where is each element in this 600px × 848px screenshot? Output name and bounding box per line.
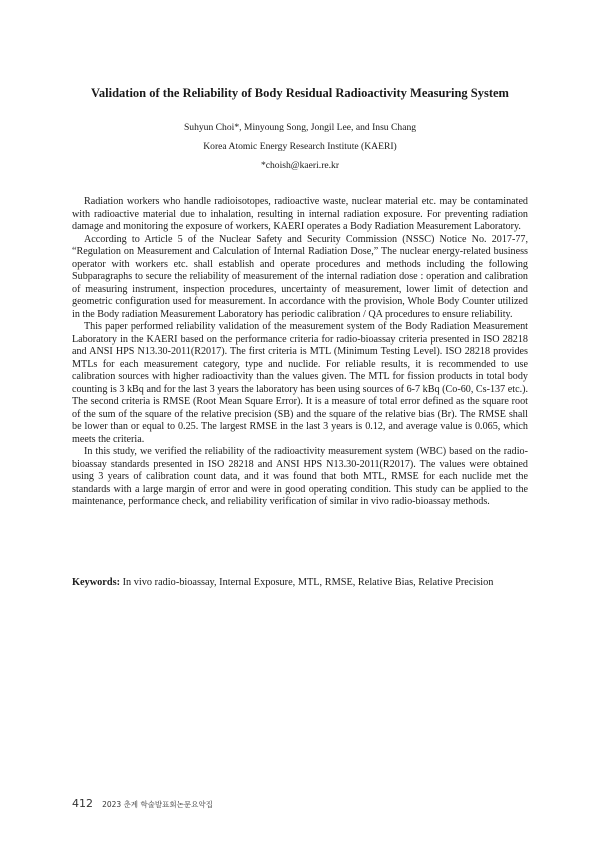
paper-title: Validation of the Reliability of Body Residual Radioactivity Measuring System [91,86,509,100]
paragraph-regulation: According to Article 5 of the Nuclear Safety and Security Commission (NSSC) Notice No. 2017-77, “Regulation on Measurement and Calculation of Internal Radiation Dose,” The nuclear energy-related business operator with workers etc. shall establish and operate procedures and methods including the following Subparagraphs to secure the reliability of measurement of the internal radiation dose : operation and calibration of measuring instrument, inspection procedures, uncertainty of measurement, lower limit of detection and geometric configuration used for measurement. In accordance with the provision, Whole Body Counter utilized in the Body radiation Measurement Laboratory has periodic calibration / QA procedures to ensure reliability. [72,233,528,320]
keywords-label: Keywords: [72,577,121,588]
paragraph-method: This paper performed reliability validation of the measurement system of the Body Radiation Measurement Laboratory in the KAERI based on the performance criteria for radio-bioassay criteria presented in ISO 28218 and ANSI HPS N13.30-2011(R2017). The first criteria is MTL (Minimum Testing Level). ISO 28218 provides MTLs for each measurement category, type and nuclide. For reliable results, it is recommended to use calibration sources with higher radioactivity than the values given. The MTL for fission products in total body counting is 3 kBq and for the last 3 years the laboratory has been using sources of 6-7 kBq (Co-60, Cs-137 etc.). The second criteria is RMSE (Root Mean Square Error). It is a measure of total error defined as the square root of the sum of the square of the relative precision (SB) and the square of the relative bias (Br). The RMSE shall be lower than or equal to 0.25. The largest RMSE in the last 3 years is 0.12, and average value is 0.065, which meets the criteria. [72,321,528,445]
author-list: Suhyun Choi*, Minyoung Song, Jongil Lee, and Insu Chang [183,122,417,133]
paragraph-intro: Radiation workers who handle radioisotopes, radioactive waste, nuclear material etc. may be contaminated with radioactive material due to inhalation, resulting in internal radiation exposure. For preventing radiation damage and monitoring the exposure of workers, KAERI operates a Body Radiation Measurement Laboratory. [72,196,528,232]
abstract-body [72,196,528,509]
paragraph-conclusion: In this study, we verified the reliability of the radioactivity measurement system (WBC) based on the radio-bioassay standards presented in ISO 28218 and ANSI HPS N13.30-2011(R2017). The values were obtained using 3 years of calibration count data, and it was found that both MTL, RMSE for each nuclide met the standards with a large margin of error and were in good operating condition. This study can be applied to the maintenance, performance check, and reliability verification of similar in vivo radio-bioassay methods. [72,446,528,507]
corresponding-email: *choish@kaeri.re.kr [260,160,340,171]
page-number: 412 [72,797,93,810]
keywords-line [72,577,532,588]
page-footer [72,792,213,811]
affiliation: Korea Atomic Energy Research Institute (KAERI) [203,141,397,152]
keywords-list: In vivo radio-bioassay, Internal Exposure, MTL, RMSE, Relative Bias, Relative Precision [122,577,494,588]
publication-title: 2023 춘계 학술발표회논문요약집 [102,800,213,809]
